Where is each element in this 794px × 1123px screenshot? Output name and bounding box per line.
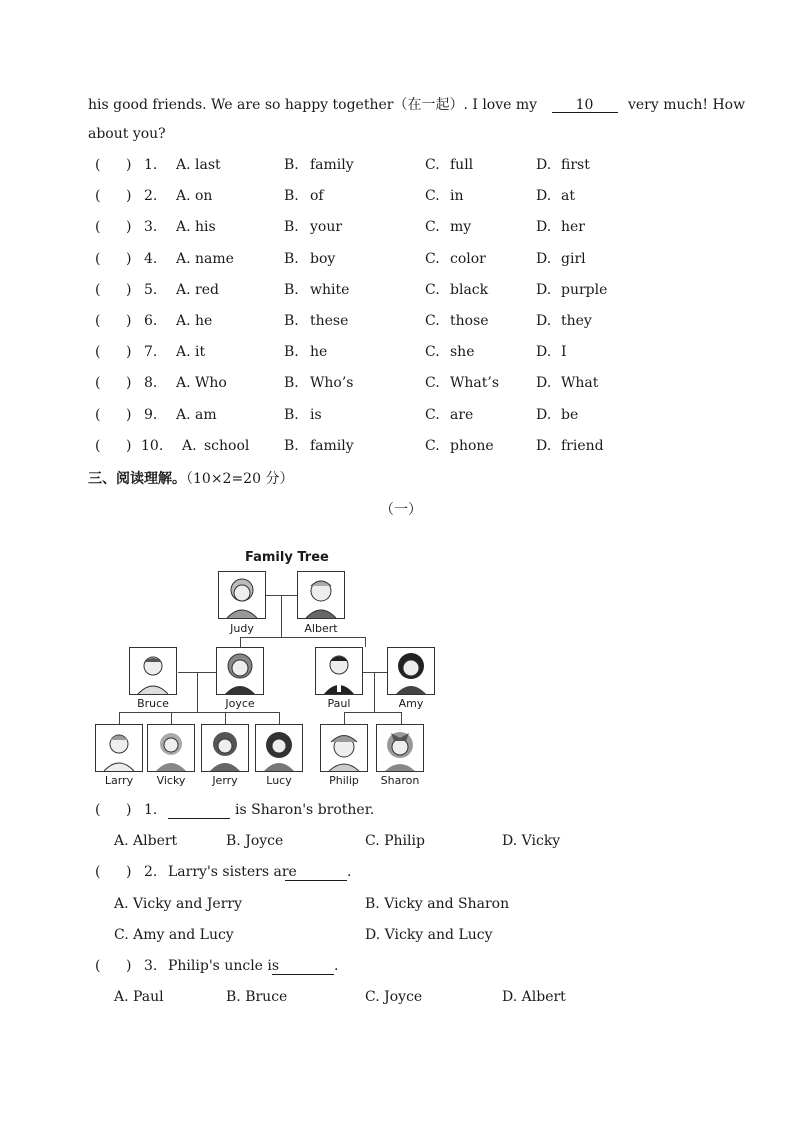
reading-q3-period: . xyxy=(334,958,339,974)
option-letter-b: B. xyxy=(284,313,299,329)
option-letter-c: C. xyxy=(425,344,440,361)
portrait-lucy xyxy=(255,724,303,772)
option-letter-b: B. xyxy=(284,375,299,392)
option-a[interactable]: am xyxy=(195,406,217,423)
option-d[interactable]: first xyxy=(561,157,590,173)
option-letter-d: D. xyxy=(536,344,552,361)
option-b[interactable]: your xyxy=(310,219,343,236)
answer-paren-close: ) xyxy=(126,219,132,236)
option-d[interactable]: be xyxy=(561,406,579,423)
option-letter-d: D. xyxy=(536,188,552,205)
passage-blank-10: 10 xyxy=(552,98,618,113)
answer-paren-close: ) xyxy=(126,281,132,298)
cloze-question-row xyxy=(95,219,715,239)
label-sharon: Sharon xyxy=(380,774,420,787)
question-number: 7. xyxy=(144,344,158,361)
portrait-albert xyxy=(297,571,345,619)
portrait-jerry xyxy=(201,724,249,772)
reading-q2-blank xyxy=(285,866,347,881)
option-letter-a: A. xyxy=(176,250,191,267)
option-letter-c: C. xyxy=(425,375,440,392)
section-3-heading xyxy=(88,468,293,488)
option-c[interactable]: my xyxy=(450,219,472,236)
answer-paren-close: ) xyxy=(126,250,132,267)
option-letter-b: B. xyxy=(284,344,299,361)
question-number: 10. xyxy=(141,437,164,454)
option-c[interactable]: color xyxy=(450,250,486,267)
option-d[interactable]: at xyxy=(561,188,575,205)
question-number: 1. xyxy=(144,157,158,173)
answer-paren-open: ( xyxy=(95,219,101,236)
label-larry: Larry xyxy=(104,774,134,787)
answer-paren-open: ( xyxy=(95,188,101,205)
option-c[interactable]: full xyxy=(450,157,474,173)
passage-text-a: his good friends. We are so happy together（在一起）. I love my xyxy=(88,97,538,113)
reading-q2-option-b[interactable]: B. Vicky and Sharon xyxy=(365,896,510,912)
cloze-question-row xyxy=(95,344,715,364)
portrait-amy xyxy=(387,647,435,695)
label-albert: Albert xyxy=(304,622,338,635)
answer-paren-open: ( xyxy=(95,802,101,818)
option-b[interactable]: Who’s xyxy=(310,375,354,392)
answer-paren-open: ( xyxy=(95,344,101,361)
reading-q3-stem: Philip's uncle is xyxy=(168,958,280,974)
reading-q3-option-a[interactable]: A. Paul xyxy=(114,989,164,1005)
option-a[interactable]: school xyxy=(204,437,250,454)
option-d[interactable]: her xyxy=(561,219,585,236)
option-letter-d: D. xyxy=(536,375,552,392)
cloze-question-row xyxy=(95,251,715,271)
portrait-larry xyxy=(95,724,143,772)
passage-text-b: very much! How xyxy=(627,97,746,113)
option-letter-d: D. xyxy=(536,219,552,236)
question-number: 4. xyxy=(144,250,158,267)
portrait-vicky xyxy=(147,724,195,772)
option-letter-a: A. xyxy=(176,157,191,173)
option-a[interactable]: on xyxy=(195,188,213,205)
reading-q1-number: 1. xyxy=(144,802,158,818)
reading-q1-option-c[interactable]: C. Philip xyxy=(365,833,425,849)
reading-q3-blank xyxy=(272,960,334,975)
option-letter-c: C. xyxy=(425,281,440,298)
reading-q2-period: . xyxy=(347,864,352,880)
reading-q3-option-d[interactable]: D. Albert xyxy=(502,989,566,1005)
label-amy: Amy xyxy=(398,697,424,710)
option-b[interactable]: white xyxy=(310,281,350,298)
option-letter-c: C. xyxy=(425,313,440,329)
answer-paren-open: ( xyxy=(95,281,101,298)
reading-q3 xyxy=(95,958,715,978)
option-letter-d: D. xyxy=(536,437,552,454)
option-letter-b: B. xyxy=(284,157,299,173)
portrait-philip xyxy=(320,724,368,772)
reading-q3-option-c[interactable]: C. Joyce xyxy=(365,989,423,1005)
reading-q2-option-d[interactable]: D. Vicky and Lucy xyxy=(365,927,493,943)
answer-paren-close: ) xyxy=(126,344,132,361)
reading-q2-option-a[interactable]: A. Vicky and Jerry xyxy=(114,896,243,912)
option-d[interactable]: they xyxy=(561,313,592,329)
cloze-question-row xyxy=(95,157,715,177)
question-number: 3. xyxy=(144,219,158,236)
portrait-judy xyxy=(218,571,266,619)
option-letter-a: A. xyxy=(176,219,191,236)
answer-paren-open: ( xyxy=(95,406,101,423)
passage-line-1 xyxy=(88,94,745,114)
option-letter-d: D. xyxy=(536,157,552,173)
option-letter-c: C. xyxy=(425,250,440,267)
question-number: 2. xyxy=(144,188,158,205)
answer-paren-close: ) xyxy=(126,958,132,974)
option-b[interactable]: he xyxy=(310,344,328,361)
option-b[interactable]: these xyxy=(310,313,349,329)
section-3-score: （10×2=20 分） xyxy=(186,471,294,487)
option-letter-b: B. xyxy=(284,281,299,298)
reading-q2-number: 2. xyxy=(144,864,158,880)
option-letter-a: A. xyxy=(182,437,197,454)
option-c[interactable]: in xyxy=(450,188,464,205)
option-c[interactable]: those xyxy=(450,313,489,329)
answer-paren-close: ) xyxy=(126,375,132,392)
option-c[interactable]: black xyxy=(450,281,489,298)
option-letter-d: D. xyxy=(536,313,552,329)
option-c[interactable]: What’s xyxy=(450,375,500,392)
answer-paren-open: ( xyxy=(95,375,101,392)
portrait-sharon xyxy=(376,724,424,772)
family-tree-title: Family Tree xyxy=(245,550,329,565)
label-philip: Philip xyxy=(329,774,359,787)
option-letter-c: C. xyxy=(425,157,440,173)
cloze-question-row xyxy=(95,282,715,302)
reading-part-label: （一） xyxy=(380,502,422,518)
option-letter-a: A. xyxy=(176,188,191,205)
reading-q3-number: 3. xyxy=(144,958,158,974)
reading-q2 xyxy=(95,864,715,884)
answer-paren-close: ) xyxy=(126,188,132,205)
label-paul: Paul xyxy=(327,697,351,710)
reading-q2-option-c[interactable]: C. Amy and Lucy xyxy=(114,927,234,943)
cloze-question-row xyxy=(95,313,715,333)
option-b[interactable]: of xyxy=(310,188,324,205)
option-letter-d: D. xyxy=(536,406,552,423)
answer-paren-close: ) xyxy=(126,157,132,173)
question-number: 9. xyxy=(144,406,158,423)
reading-q1-stem: is Sharon's brother. xyxy=(235,802,375,818)
portrait-joyce xyxy=(216,647,264,695)
answer-paren-close: ) xyxy=(126,864,132,880)
option-a[interactable]: red xyxy=(195,281,219,298)
option-a[interactable]: Who xyxy=(195,375,227,392)
option-d[interactable]: girl xyxy=(561,250,586,267)
option-letter-a: A. xyxy=(176,375,191,392)
reading-q1-option-b[interactable]: B. Joyce xyxy=(226,833,284,849)
reading-q2-stem: Larry's sisters are xyxy=(168,864,297,880)
section-3-title: 三、阅读理解。 xyxy=(88,471,186,487)
question-number: 8. xyxy=(144,375,158,392)
question-number: 6. xyxy=(144,313,158,329)
portrait-bruce xyxy=(129,647,177,695)
answer-paren-open: ( xyxy=(95,958,101,974)
label-judy: Judy xyxy=(230,622,254,635)
option-letter-d: D. xyxy=(536,250,552,267)
option-d[interactable]: purple xyxy=(561,281,608,298)
option-letter-a: A. xyxy=(176,344,191,361)
answer-paren-open: ( xyxy=(95,437,101,454)
reading-q3-option-b[interactable]: B. Bruce xyxy=(226,989,288,1005)
option-c[interactable]: phone xyxy=(450,437,494,454)
option-letter-b: B. xyxy=(284,250,299,267)
label-bruce: Bruce xyxy=(137,697,169,710)
option-letter-b: B. xyxy=(284,219,299,236)
option-letter-c: C. xyxy=(425,406,440,423)
option-d[interactable]: friend xyxy=(561,437,604,454)
option-letter-a: A. xyxy=(176,406,191,423)
option-letter-c: C. xyxy=(425,188,440,205)
option-c[interactable]: she xyxy=(450,344,475,361)
family-tree-figure xyxy=(90,545,450,790)
reading-q1-option-a[interactable]: A. Albert xyxy=(114,833,178,849)
reading-q1-blank xyxy=(168,804,230,819)
label-joyce: Joyce xyxy=(225,697,255,710)
option-letter-c: C. xyxy=(425,437,440,454)
option-a[interactable]: he xyxy=(195,313,213,329)
answer-paren-close: ) xyxy=(126,802,132,818)
option-b[interactable]: is xyxy=(310,406,322,423)
option-letter-b: B. xyxy=(284,437,299,454)
answer-paren-close: ) xyxy=(126,313,132,329)
option-a[interactable]: his xyxy=(195,219,216,236)
option-a[interactable]: name xyxy=(195,250,234,267)
cloze-question-row xyxy=(95,407,715,427)
option-letter-a: A. xyxy=(176,313,191,329)
label-jerry: Jerry xyxy=(212,774,238,787)
option-letter-b: B. xyxy=(284,188,299,205)
option-letter-a: A. xyxy=(176,281,191,298)
option-a[interactable]: it xyxy=(195,344,206,361)
label-lucy: Lucy xyxy=(266,774,292,787)
answer-paren-close: ) xyxy=(126,437,132,454)
passage-line-2: about you? xyxy=(88,126,166,142)
portrait-paul xyxy=(315,647,363,695)
cloze-question-row xyxy=(95,188,715,208)
reading-q1 xyxy=(95,802,715,822)
cloze-question-row xyxy=(95,375,715,395)
option-letter-d: D. xyxy=(536,281,552,298)
option-letter-b: B. xyxy=(284,406,299,423)
reading-q1-option-d[interactable]: D. Vicky xyxy=(502,833,561,849)
option-b[interactable]: family xyxy=(310,157,354,173)
option-c[interactable]: are xyxy=(450,406,474,423)
cloze-question-row xyxy=(95,438,715,458)
option-d[interactable]: What xyxy=(561,375,599,392)
option-d[interactable]: I xyxy=(561,344,567,361)
option-a[interactable]: last xyxy=(195,157,221,173)
answer-paren-open: ( xyxy=(95,157,101,173)
option-letter-c: C. xyxy=(425,219,440,236)
option-b[interactable]: boy xyxy=(310,250,336,267)
answer-paren-open: ( xyxy=(95,313,101,329)
answer-paren-close: ) xyxy=(126,406,132,423)
answer-paren-open: ( xyxy=(95,864,101,880)
question-number: 5. xyxy=(144,281,158,298)
label-vicky: Vicky xyxy=(156,774,186,787)
answer-paren-open: ( xyxy=(95,250,101,267)
option-b[interactable]: family xyxy=(310,437,354,454)
